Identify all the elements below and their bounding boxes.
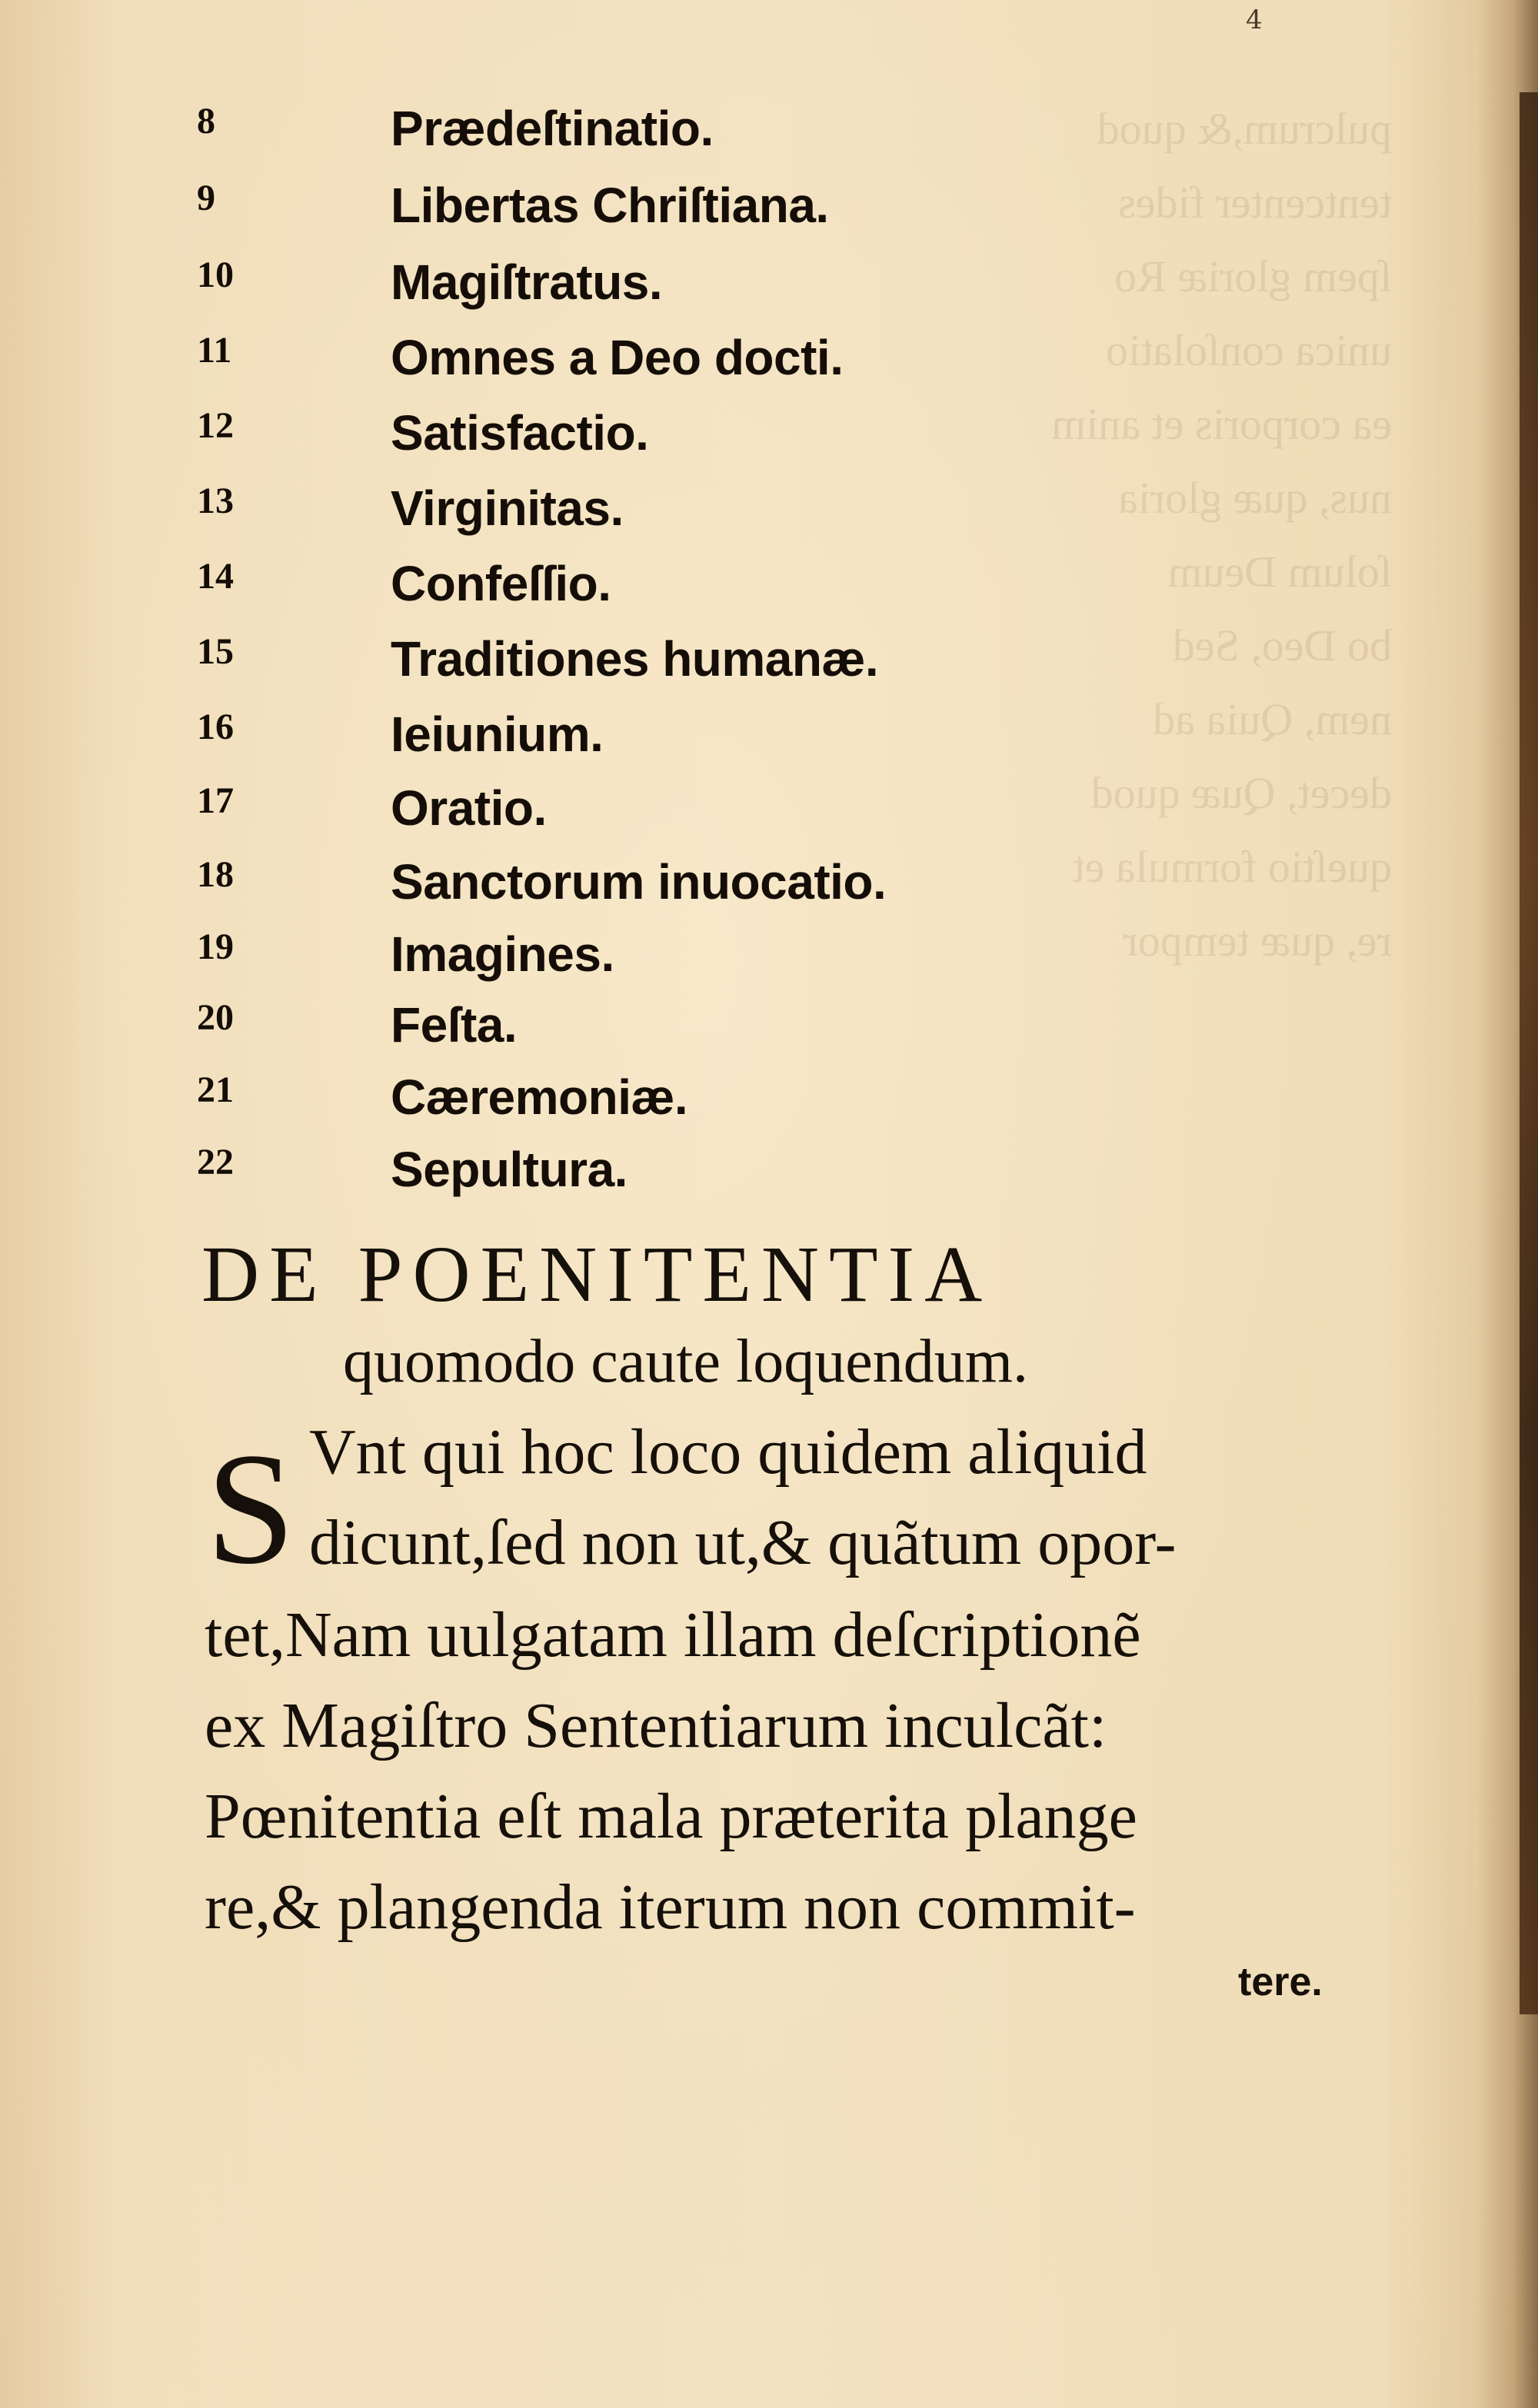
section-heading: DE POENITENTIA	[201, 1230, 993, 1319]
toc-number: 10	[197, 254, 234, 295]
toc-title: Satisfactio.	[391, 405, 649, 461]
toc-title: Omnes a Deo docti.	[391, 330, 844, 385]
toc-title: Prædeſtinatio.	[391, 101, 714, 156]
catchword: tere.	[1238, 1960, 1323, 2004]
toc-number: 19	[197, 926, 234, 967]
toc-title: Feſta.	[391, 997, 518, 1053]
bleed-through-texture: pulcrum,& quod tentcenter fides ſpem gloriæ Ro unica conſolatio ea corporis et anim nus, quæ gloria ſolum Deum bo Deo, Sed nem, Quia ad decet, Quæ quod queſtio formula et re, quæ tempor	[1051, 104, 1392, 966]
body-text-line: re,& plangenda iterum non commit-	[205, 1871, 1136, 1943]
body-text-line: Vnt qui hoc loco quidem aliquid	[309, 1416, 1147, 1488]
toc-title: Magiſtratus.	[391, 254, 663, 310]
toc-title: Confeſſio.	[391, 556, 611, 611]
body-text-line: Pœnitentia eſt mala præterita plange	[205, 1781, 1137, 1852]
toc-number: 21	[197, 1069, 234, 1110]
toc-title: Imagines.	[391, 926, 614, 982]
binding-edge	[1520, 92, 1538, 2014]
body-text-line: tet,Nam uulgatam illam deſcriptionẽ	[205, 1599, 1141, 1671]
toc-title: Traditiones humanæ.	[391, 631, 879, 687]
toc-title: Sepultura.	[391, 1142, 628, 1197]
toc-number: 22	[197, 1142, 234, 1182]
toc-title: Virginitas.	[391, 481, 624, 536]
section-subheading: quomodo caute loquendum.	[343, 1328, 1028, 1395]
folio-mark: 4	[1246, 5, 1263, 35]
body-text-line: dicunt,ſed non ut,& quãtum opor-	[309, 1507, 1177, 1578]
toc-number: 15	[197, 631, 234, 672]
toc-number: 13	[197, 481, 234, 521]
toc-title: Sanctorum inuocatio.	[391, 854, 887, 910]
toc-number: 12	[197, 405, 234, 446]
toc-number: 14	[197, 556, 234, 597]
toc-number: 9	[197, 178, 215, 218]
toc-number: 16	[197, 707, 234, 747]
toc-number: 20	[197, 997, 234, 1038]
body-text-line: ex Magiſtro Sententiarum inculcãt:	[205, 1690, 1107, 1761]
toc-number: 18	[197, 854, 234, 895]
toc-number: 8	[197, 101, 215, 141]
toc-title: Libertas Chriſtiana.	[391, 178, 829, 233]
toc-title: Oratio.	[391, 780, 547, 836]
drop-capital: S	[206, 1420, 295, 1597]
toc-title: Cæremoniæ.	[391, 1069, 688, 1125]
toc-number: 17	[197, 780, 234, 821]
toc-number: 11	[197, 330, 232, 371]
toc-title: Ieiunium.	[391, 707, 604, 762]
